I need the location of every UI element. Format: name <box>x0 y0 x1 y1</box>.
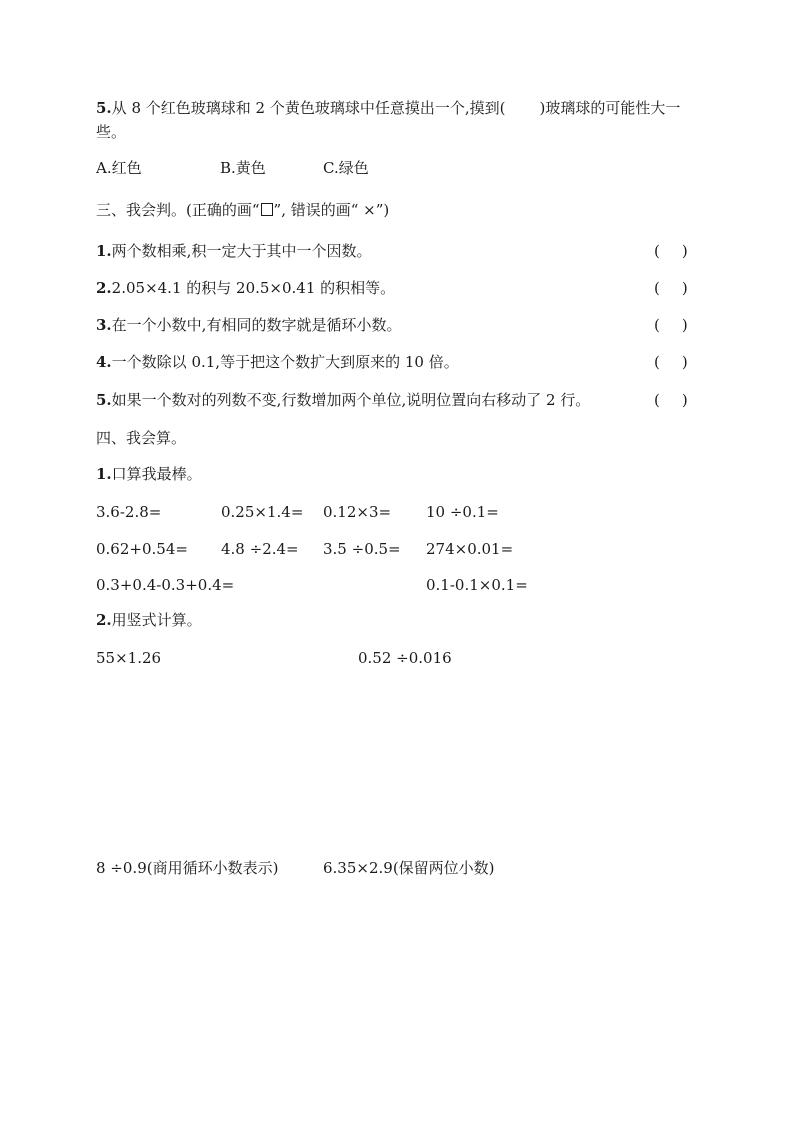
part-1-heading <box>96 464 202 484</box>
section-4-title: 四、我会算。 <box>96 429 187 447</box>
vertical-problem: 0.52 ÷0.016 <box>358 649 452 667</box>
oral-problem: 3.5 ÷0.5= <box>323 540 401 558</box>
item-number: 1. <box>96 465 112 483</box>
vertical-problem: 8 ÷0.9(商用循环小数表示) <box>96 859 279 877</box>
part-label: 口算我最棒。 <box>111 465 202 483</box>
option-c[interactable]: C.绿色 <box>323 159 369 177</box>
question-text: 从 8 个红色玻璃球和 2 个黄色玻璃球中任意摸出一个,摸到( <box>111 99 506 117</box>
answer-bracket-1[interactable]: ( ) <box>654 242 688 260</box>
section-3-title <box>96 200 389 220</box>
judge-item-4 <box>96 352 459 372</box>
item-number: 5. <box>96 391 112 409</box>
judge-item-2 <box>96 278 395 298</box>
judge-item-1 <box>96 241 371 261</box>
oral-problem: 3.6-2.8= <box>96 503 162 521</box>
question-number: 5. <box>96 99 112 117</box>
oral-problem: 0.25×1.4= <box>221 503 304 521</box>
item-text: 在一个小数中,有相同的数字就是循环小数。 <box>111 316 402 334</box>
question-5-line2: 些。 <box>96 123 127 141</box>
item-text: 一个数除以 0.1,等于把这个数扩大到原来的 10 倍。 <box>111 353 459 371</box>
oral-problem: 0.62+0.54= <box>96 540 188 558</box>
answer-bracket-5[interactable]: ( ) <box>654 391 688 409</box>
question-text-cont: )玻璃球的可能性大一 <box>539 99 681 117</box>
option-b[interactable]: B.黄色 <box>220 159 266 177</box>
oral-problem: 0.3+0.4-0.3+0.4= <box>96 576 235 594</box>
answer-bracket-4[interactable]: ( ) <box>654 353 688 371</box>
item-number: 2. <box>96 279 112 297</box>
judge-item-5 <box>96 390 590 410</box>
section-title-part: ”, 错误的画“ ×”) <box>273 201 390 219</box>
checkbox-symbol-icon <box>261 203 273 216</box>
section-title-part: 三、我会判。(正确的画“ <box>96 201 260 219</box>
answer-bracket-2[interactable]: ( ) <box>654 279 688 297</box>
oral-problem: 274×0.01= <box>426 540 514 558</box>
vertical-problem: 55×1.26 <box>96 649 162 667</box>
part-2-heading <box>96 610 202 630</box>
item-number: 3. <box>96 316 112 334</box>
item-text: 如果一个数对的列数不变,行数增加两个单位,说明位置向右移动了 2 行。 <box>111 391 591 409</box>
question-5-line1 <box>96 98 680 118</box>
item-number: 4. <box>96 353 112 371</box>
part-label: 用竖式计算。 <box>111 611 202 629</box>
vertical-problem: 6.35×2.9(保留两位小数) <box>323 859 495 877</box>
oral-problem: 0.1-0.1×0.1= <box>426 576 528 594</box>
answer-bracket-3[interactable]: ( ) <box>654 316 688 334</box>
item-number: 2. <box>96 611 112 629</box>
oral-problem: 4.8 ÷2.4= <box>221 540 299 558</box>
oral-problem: 0.12×3= <box>323 503 392 521</box>
oral-problem: 10 ÷0.1= <box>426 503 499 521</box>
item-text: 两个数相乘,积一定大于其中一个因数。 <box>111 242 372 260</box>
option-a[interactable]: A.红色 <box>96 159 142 177</box>
item-text: 2.05×4.1 的积与 20.5×0.41 的积相等。 <box>111 279 396 297</box>
item-number: 1. <box>96 242 112 260</box>
judge-item-3 <box>96 315 401 335</box>
